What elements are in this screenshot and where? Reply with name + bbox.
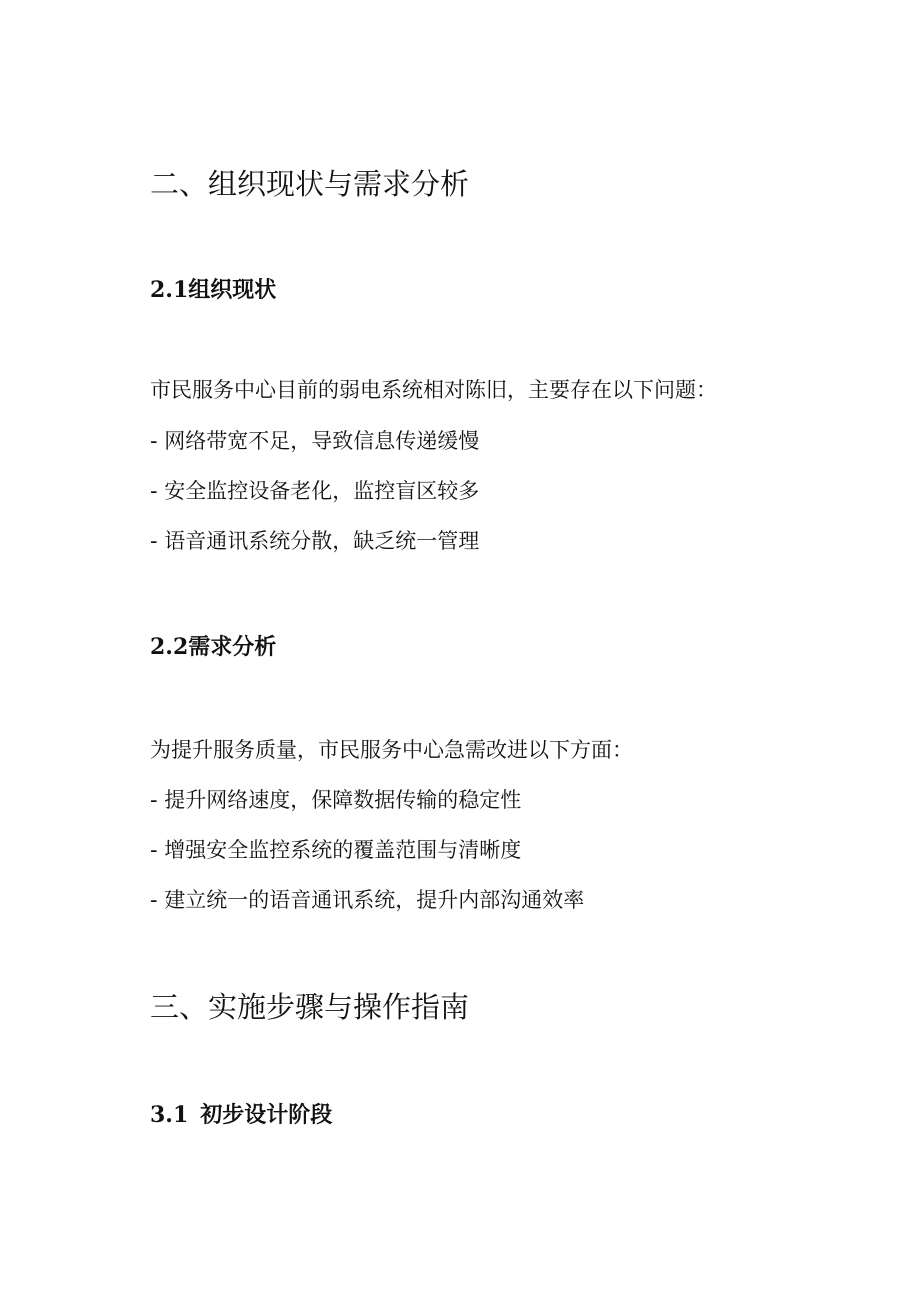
section-2-heading: 二、组织现状与需求分析	[150, 167, 470, 201]
section-3-heading: 三、实施步骤与操作指南	[150, 990, 470, 1024]
list-item: - 建立统一的语音通讯系统，提升内部沟通效率	[150, 888, 585, 912]
subsection-2-1-number: 2.1	[150, 277, 189, 303]
list-item: - 增强安全监控系统的覆盖范围与清晰度	[150, 838, 522, 862]
list-item: - 语音通讯系统分散，缺乏统一管理	[150, 529, 480, 553]
subsection-3-1-heading	[150, 1101, 332, 1130]
subsection-3-1-number: 3.1	[150, 1102, 189, 1128]
subsection-3-1-title: 初步设计阶段	[200, 1103, 333, 1128]
subsection-2-2-number: 2.2	[150, 634, 189, 660]
list-item: - 网络带宽不足，导致信息传递缓慢	[150, 429, 480, 453]
subsection-2-2-intro: 为提升服务质量，市民服务中心急需改进以下方面：	[150, 738, 633, 762]
list-item: - 安全监控设备老化，监控盲区较多	[150, 479, 480, 503]
subsection-2-1-title: 组织现状	[188, 278, 277, 303]
subsection-2-1-heading	[150, 276, 276, 305]
list-item: - 提升网络速度，保障数据传输的稳定性	[150, 788, 522, 812]
subsection-2-2-heading	[150, 633, 276, 662]
subsection-2-2-title: 需求分析	[188, 635, 277, 660]
subsection-2-1-intro: 市民服务中心目前的弱电系统相对陈旧，主要存在以下问题：	[150, 378, 717, 402]
